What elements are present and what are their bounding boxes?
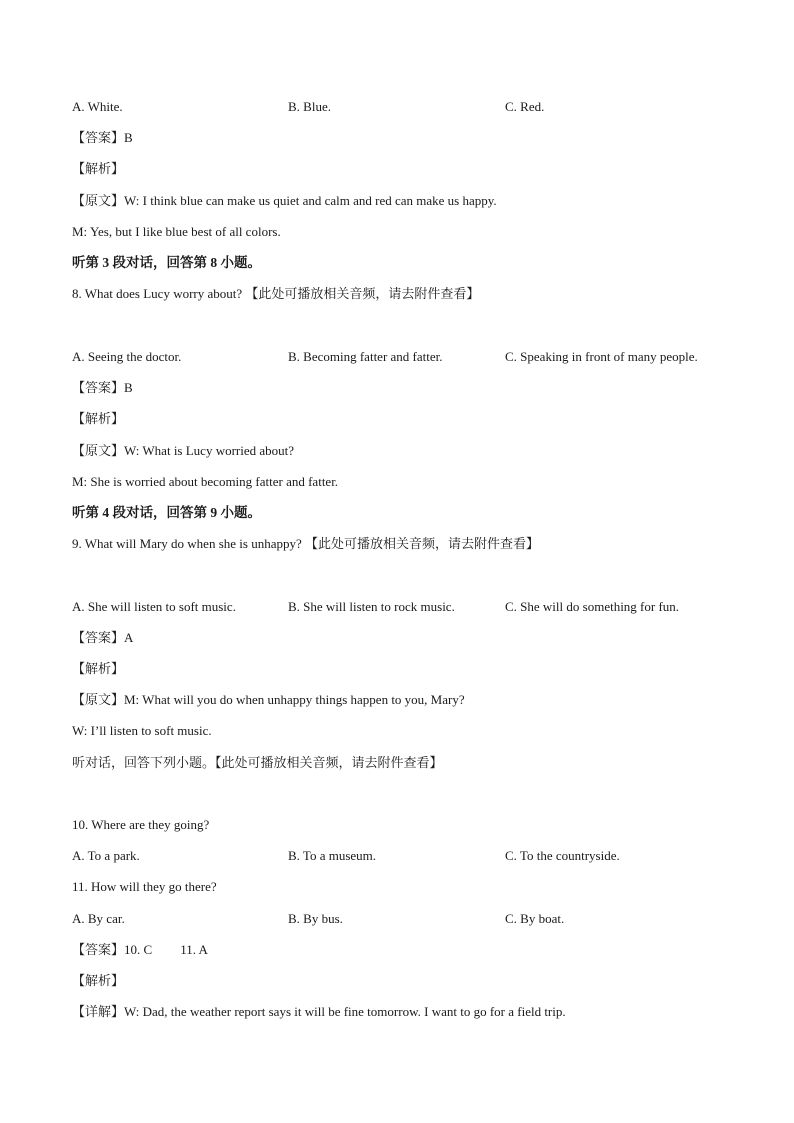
q10-option-c: C. To the countryside. xyxy=(505,848,620,863)
q9-original: 【原文】M: What will you do when unhappy things happen to you, Mary? xyxy=(72,692,465,707)
q8-question: 8. What does Lucy worry about? xyxy=(72,286,243,301)
q8-answer: 【答案】B xyxy=(72,380,133,395)
q8-audio-link[interactable]: 【此处可播放相关音频，请去附件查看】 xyxy=(245,286,480,301)
q8-original: 【原文】W: What is Lucy worried about? xyxy=(72,443,295,458)
q7-analysis: 【解析】 xyxy=(72,161,125,176)
q11-question: 11. How will they go there? xyxy=(72,879,217,894)
section-5-heading: 听对话，回答下列小题。【此处可播放相关音频，请去附件查看】 xyxy=(72,755,443,770)
q8-reply: M: She is worried about becoming fatter and fatter. xyxy=(72,474,339,489)
q7-option-a: A. White. xyxy=(72,99,123,114)
q10-11-detail: 【详解】W: Dad, the weather report says it will be fine tomorrow. I want to go for a field trip. xyxy=(72,1004,566,1019)
q7-reply: M: Yes, but I like blue best of all colors. xyxy=(72,224,281,239)
q10-option-b: B. To a museum. xyxy=(288,848,377,863)
q11-option-b: B. By bus. xyxy=(288,911,343,926)
q7-option-c: C. Red. xyxy=(505,99,545,114)
q9-option-a: A. She will listen to soft music. xyxy=(72,599,236,614)
q9-audio-link[interactable]: 【此处可播放相关音频，请去附件查看】 xyxy=(305,536,540,551)
q9-question-line xyxy=(72,536,722,552)
q7-option-b: B. Blue. xyxy=(288,99,331,114)
q8-option-a: A. Seeing the doctor. xyxy=(72,349,182,364)
q8-analysis: 【解析】 xyxy=(72,411,125,426)
q8-option-b: B. Becoming fatter and fatter. xyxy=(288,349,443,364)
q8-option-c: C. Speaking in front of many people. xyxy=(505,349,698,364)
q9-analysis: 【解析】 xyxy=(72,661,125,676)
q10-11-answer xyxy=(72,942,722,958)
q9-answer: 【答案】A xyxy=(72,630,134,645)
q11-answer: 11. A xyxy=(180,942,208,957)
section-3-heading: 听第 3 段对话，回答第 8 小题。 xyxy=(72,255,261,270)
section-4-heading: 听第 4 段对话，回答第 9 小题。 xyxy=(72,505,261,520)
q9-reply: W: I’ll listen to soft music. xyxy=(72,723,212,738)
q7-answer: 【答案】B xyxy=(72,130,133,145)
q10-answer: 10. C xyxy=(124,942,153,957)
q9-option-b: B. She will listen to rock music. xyxy=(288,599,455,614)
q10-11-answer-label: 【答案】 xyxy=(72,942,125,957)
q11-option-c: C. By boat. xyxy=(505,911,565,926)
q10-11-analysis: 【解析】 xyxy=(72,973,125,988)
q11-option-a: A. By car. xyxy=(72,911,125,926)
q7-original: 【原文】W: I think blue can make us quiet and calm and red can make us happy. xyxy=(72,193,497,208)
q9-question: 9. What will Mary do when she is unhappy? xyxy=(72,536,302,551)
q9-option-c: C. She will do something for fun. xyxy=(505,599,680,614)
q10-option-a: A. To a park. xyxy=(72,848,140,863)
q10-question: 10. Where are they going? xyxy=(72,817,210,832)
q8-question-line xyxy=(72,286,722,302)
